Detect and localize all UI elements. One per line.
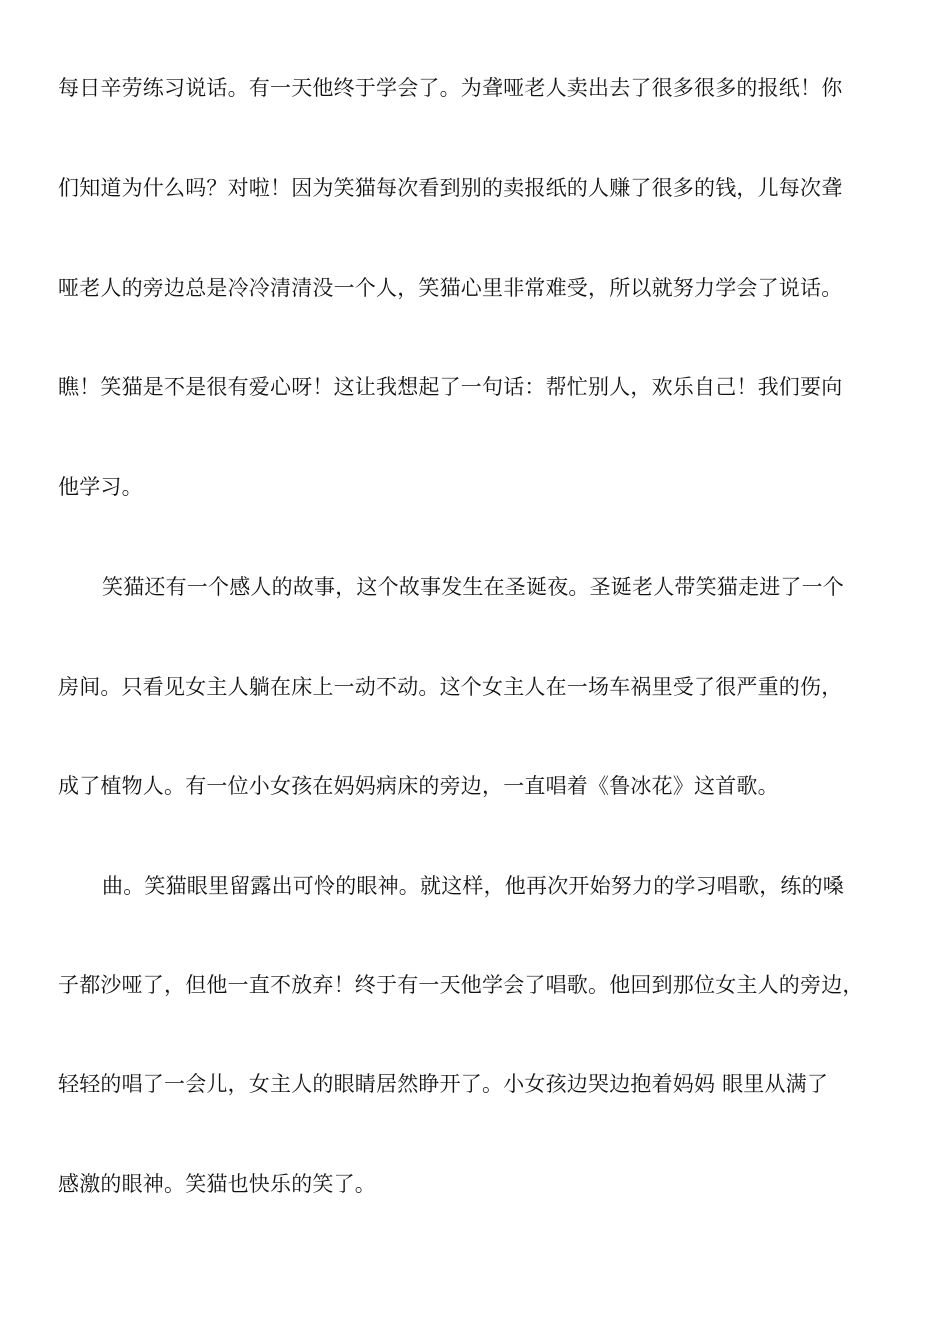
- text-line-9: 曲。笑猫眼里留露出可怜的眼神。就这样，他再次开始努力的学习唱歌，练的嗓: [102, 874, 844, 898]
- text-line-7: 房间。只看见女主人躺在床上一动不动。这个女主人在一场车祸里受了很严重的伤，: [58, 675, 843, 699]
- text-line-4: 瞧！笑猫是不是很有爱心呀！这让我想起了一句话：帮忙别人，欢乐自己！我们要向: [58, 375, 843, 399]
- text-line-12: 感激的眼神。笑猫也快乐的笑了。: [58, 1172, 376, 1196]
- text-line-8: 成了植物人。有一位小女孩在妈妈病床的旁边，一直唱着《鲁冰花》这首歌。: [58, 774, 779, 798]
- text-line-6: 笑猫还有一个感人的故事，这个故事发生在圣诞夜。圣诞老人带笑猫走进了一个: [102, 575, 844, 599]
- text-line-3: 哑老人的旁边总是冷冷清清没一个人，笑猫心里非常难受，所以就努力学会了说话。: [58, 276, 843, 300]
- text-line-1: 每日辛劳练习说话。有一天他终于学会了。为聋哑老人卖出去了很多很多的报纸！你: [58, 76, 843, 100]
- text-line-5: 他学习。: [58, 475, 143, 499]
- text-line-10: 子都沙哑了，但他一直不放弃！终于有一天他学会了唱歌。他回到那位女主人的旁边，: [58, 973, 864, 997]
- text-line-11: 轻轻的唱了一会儿，女主人的眼睛居然睁开了。小女孩边哭边抱着妈妈 眼里从满了: [58, 1072, 829, 1096]
- text-line-2: 们知道为什么吗？对啦！因为笑猫每次看到别的卖报纸的人赚了很多的钱，儿每次聋: [58, 176, 843, 200]
